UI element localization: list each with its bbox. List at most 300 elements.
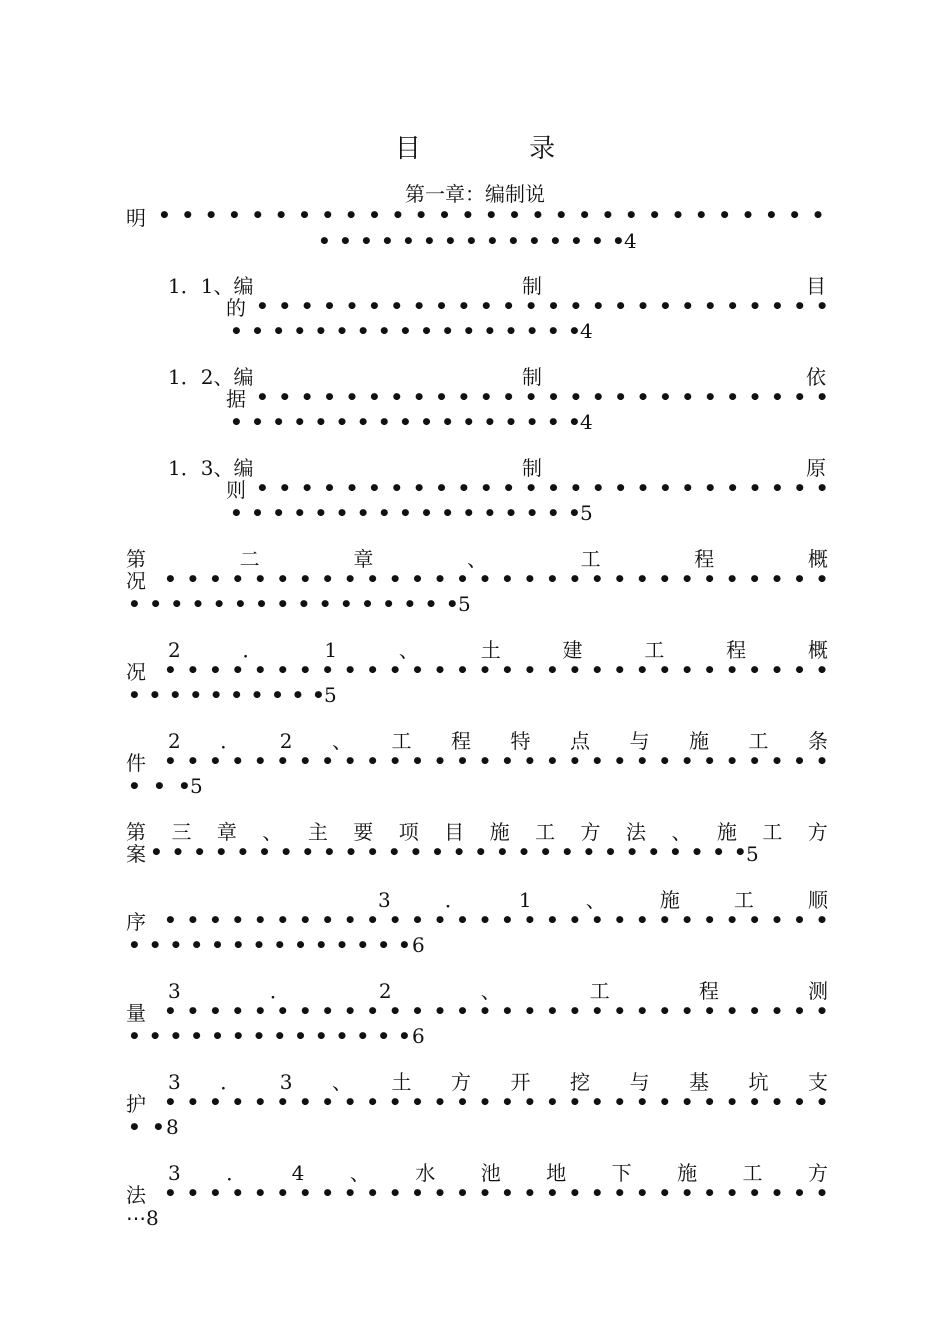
leader-dot: • — [793, 658, 806, 682]
leader-dot: • — [703, 1181, 717, 1205]
leader-dot: • — [318, 592, 332, 616]
leader-dot: • — [344, 840, 358, 864]
leader-dot: • — [636, 294, 650, 318]
leader-dot: • — [345, 385, 359, 409]
leader-dot: • — [703, 476, 717, 500]
leader-dot: • — [568, 749, 582, 773]
leader-dot: • — [461, 203, 475, 227]
leader-dot: • — [582, 840, 596, 864]
toc-entry-prefix: 1．1、编 — [168, 274, 254, 298]
leader-dot: • — [424, 592, 438, 616]
leader-dot: • — [613, 999, 627, 1023]
leader-dot: • — [414, 203, 428, 227]
toc-heading-char: 建 — [562, 638, 583, 662]
toc-heading-char: 、 — [331, 1070, 352, 1094]
leader-dot: • — [568, 658, 582, 682]
leader-dot: • — [545, 1090, 559, 1114]
leader-dot: • — [478, 658, 492, 682]
leader-dot: • — [411, 1090, 424, 1114]
leader-dot: • — [748, 476, 762, 500]
toc-heading-char: 3 — [168, 1161, 181, 1185]
leader-dot: • — [501, 908, 514, 932]
leader-dot: • — [524, 385, 538, 409]
leader-dot: • — [231, 999, 245, 1023]
leader-dot: • — [604, 840, 617, 864]
leader-dot: • — [233, 592, 247, 616]
leader-dot: • — [253, 567, 267, 591]
leader-dot: • — [770, 476, 784, 500]
leader-dot: • — [502, 476, 516, 500]
leader-dot: • — [339, 592, 353, 616]
leader-dot: • — [273, 933, 287, 957]
leader-dot: • — [321, 999, 335, 1023]
toc-heading-char: 特 — [510, 729, 531, 753]
leader-dot: • — [658, 749, 672, 773]
leader-dot: • — [321, 567, 335, 591]
leader-dot: • — [190, 933, 204, 957]
leader-dot: • — [523, 1181, 537, 1205]
leader-dot: • — [726, 476, 739, 500]
leader-dot: • — [300, 476, 314, 500]
toc-heading-char: 点 — [569, 729, 590, 753]
leader-dot: • — [298, 999, 312, 1023]
leader-dot: • — [680, 749, 694, 773]
toc-entry-lead: 序 — [126, 910, 146, 934]
toc-heading-char: 与 — [629, 1070, 650, 1094]
leader-dot: • — [456, 1090, 469, 1114]
leader-dot: • — [452, 840, 466, 864]
leader-dot: • — [590, 567, 604, 591]
leader-dot: • — [712, 840, 726, 864]
leader-dot: • — [770, 385, 784, 409]
leader-dot: • — [150, 840, 163, 864]
leader-dot: • — [748, 385, 762, 409]
leader-dot: • — [456, 749, 469, 773]
leader-dot: • — [297, 592, 311, 616]
leader-dot: • — [411, 999, 424, 1023]
toc-page-number: 5 — [324, 683, 337, 707]
leader-dot: • — [272, 410, 286, 434]
toc-heading-char: 与 — [629, 729, 650, 753]
leader-dot: • — [479, 294, 493, 318]
toc-heading-char: 工 — [580, 547, 601, 571]
leader-dot: • — [504, 501, 518, 525]
leader-dot: • — [298, 1090, 312, 1114]
leader-dot: • — [703, 999, 717, 1023]
leader-dot: • — [793, 476, 807, 500]
toc-heading-char: 坑 — [748, 1070, 769, 1094]
leader-dot: • — [703, 1090, 717, 1114]
leader-dot: • — [390, 294, 404, 318]
leader-dot: • — [253, 658, 267, 682]
toc-heading-char: 三 — [171, 820, 192, 844]
toc-heading-char: 法 — [625, 820, 646, 844]
leader-dot: • — [411, 567, 424, 591]
leader-dot: • — [445, 592, 459, 616]
leader-dot: • — [390, 476, 404, 500]
leader-dot: • — [570, 229, 583, 253]
toc-heading-char: 方 — [807, 820, 828, 844]
leader-dot: • — [377, 319, 391, 343]
leader-dot: • — [366, 1181, 380, 1205]
leader-dot: • — [276, 908, 290, 932]
leader-dot: • — [590, 658, 604, 682]
toc-page-number: 5 — [458, 592, 471, 616]
leader-dot: • — [128, 933, 141, 957]
leader-dot: • — [128, 1115, 141, 1139]
toc-dot-leader — [128, 774, 191, 798]
leader-dot: • — [690, 840, 704, 864]
leader-dot: • — [409, 840, 423, 864]
leader-dot: • — [272, 501, 286, 525]
leader-dot: • — [793, 1181, 806, 1205]
leader-dot: • — [568, 567, 582, 591]
toc-entry-lead: 则 — [226, 478, 246, 502]
leader-dot: • — [321, 203, 335, 227]
leader-dot: • — [231, 1090, 245, 1114]
toc-heading-char: 施 — [677, 1161, 698, 1185]
leader-dot: • — [568, 1090, 582, 1114]
leader-dot: • — [457, 385, 471, 409]
toc-heading-char: 二 — [239, 547, 260, 571]
leader-dot: • — [276, 749, 290, 773]
leader-dot: • — [251, 501, 264, 525]
leader-dot: • — [726, 294, 739, 318]
toc-page-number: 6 — [412, 1024, 425, 1048]
leader-dot: • — [462, 410, 476, 434]
leader-dot: • — [681, 385, 695, 409]
toc-entry-lead: 的 — [226, 296, 246, 320]
leader-dot: • — [591, 229, 604, 253]
leader-dot: • — [314, 501, 328, 525]
leader-dot: • — [474, 840, 488, 864]
leader-dot: • — [546, 319, 560, 343]
leader-dot: • — [591, 294, 605, 318]
toc-heading-char: 工 — [748, 729, 769, 753]
leader-dot: • — [356, 501, 370, 525]
toc-dot-leader — [150, 840, 747, 864]
leader-dot: • — [501, 749, 514, 773]
leader-dot: • — [484, 203, 498, 227]
leader-dot: • — [635, 999, 649, 1023]
leader-dot: • — [462, 319, 476, 343]
leader-dot: • — [504, 410, 518, 434]
leader-dot: • — [601, 203, 615, 227]
leader-dot: • — [186, 999, 200, 1023]
toc-entry-end: 原 — [806, 456, 826, 480]
leader-dot: • — [382, 592, 396, 616]
leader-dot: • — [399, 410, 412, 434]
leader-dot: • — [278, 385, 292, 409]
leader-dot: • — [344, 203, 358, 227]
toc-heading-char: 工 — [762, 820, 783, 844]
leader-dot: • — [149, 592, 162, 616]
toc-page-number: 5 — [190, 774, 203, 798]
leader-dot: • — [164, 749, 177, 773]
leader-dot: • — [815, 1090, 829, 1114]
leader-dot: • — [501, 567, 514, 591]
leader-dot: • — [613, 1090, 627, 1114]
leader-dot: • — [208, 908, 222, 932]
leader-dot: • — [748, 908, 761, 932]
toc-heading-char: 土 — [480, 638, 501, 662]
toc-entry-lead: 案 — [126, 842, 146, 866]
leader-dot: • — [170, 592, 184, 616]
leader-dot: • — [366, 567, 380, 591]
leader-dot: • — [815, 385, 829, 409]
leader-dot: • — [613, 908, 627, 932]
leader-dot: • — [164, 999, 177, 1023]
leader-dot: • — [278, 476, 292, 500]
leader-dot: • — [680, 658, 694, 682]
toc-heading-char: 支 — [807, 1070, 828, 1094]
leader-dot: • — [635, 1181, 649, 1205]
leader-dot: • — [546, 501, 560, 525]
leader-dot: • — [366, 840, 380, 864]
leader-dot: • — [703, 658, 717, 682]
leader-dot: • — [479, 385, 493, 409]
leader-dot: • — [770, 1090, 784, 1114]
leader-dot: • — [501, 999, 514, 1023]
leader-dot: • — [793, 1090, 806, 1114]
toc-dot-leader — [164, 658, 829, 682]
leader-dot: • — [793, 749, 806, 773]
leader-dot: • — [441, 410, 455, 434]
leader-dot: • — [314, 1024, 328, 1048]
leader-dot: • — [815, 476, 829, 500]
toc-heading-char: 章 — [216, 820, 237, 844]
leader-dot: • — [815, 908, 829, 932]
toc-dot-leader — [164, 999, 829, 1023]
leader-dot: • — [568, 501, 581, 525]
leader-dot: • — [659, 476, 672, 500]
leader-dot: • — [388, 1090, 402, 1114]
leader-dot: • — [441, 319, 455, 343]
leader-dot: • — [191, 592, 205, 616]
leader-dot: • — [276, 592, 290, 616]
leader-dot: • — [501, 1090, 514, 1114]
leader-dot: • — [591, 385, 605, 409]
leader-dot: • — [748, 567, 761, 591]
toc-heading-char: 、 — [398, 638, 419, 662]
leader-dot: • — [345, 476, 359, 500]
toc-dot-leader — [128, 683, 325, 707]
leader-dot: • — [501, 1181, 514, 1205]
leader-dot: • — [725, 567, 739, 591]
leader-dot: • — [614, 476, 628, 500]
leader-dot: • — [748, 658, 761, 682]
leader-dot: • — [298, 749, 312, 773]
leader-dot: • — [793, 908, 806, 932]
toc-heading-char: 池 — [480, 1161, 501, 1185]
leader-dot: • — [815, 749, 829, 773]
leader-dot: • — [525, 501, 539, 525]
leader-dot: • — [523, 908, 537, 932]
leader-dot: • — [431, 840, 444, 864]
leader-dot: • — [397, 933, 411, 957]
leader-dot: • — [680, 999, 694, 1023]
leader-dot: • — [345, 294, 359, 318]
toc-entry-lead: 件 — [126, 751, 146, 775]
leader-dot: • — [276, 999, 290, 1023]
leader-dot: • — [293, 319, 307, 343]
leader-dot: • — [793, 999, 806, 1023]
leader-dot: • — [545, 1181, 559, 1205]
leader-dot: • — [298, 567, 312, 591]
toc-entry-end: 依 — [806, 365, 826, 389]
leader-dot: • — [457, 294, 471, 318]
leader-dot: • — [547, 385, 560, 409]
toc-heading-char: 顺 — [807, 888, 828, 912]
leader-dot: • — [186, 567, 200, 591]
leader-dot: • — [725, 1090, 739, 1114]
leader-dot: • — [612, 229, 625, 253]
leader-dot: • — [343, 1181, 357, 1205]
toc-heading-char: 1 — [518, 888, 532, 912]
toc-heading-char: 项 — [398, 820, 419, 844]
toc-page-number: 4 — [580, 319, 593, 343]
leader-dot: • — [614, 385, 628, 409]
leader-dot: • — [433, 567, 447, 591]
leader-dot: • — [547, 476, 560, 500]
toc-title: 目 录 — [394, 134, 606, 164]
leader-dot: • — [190, 1024, 204, 1048]
leader-dot: • — [412, 385, 426, 409]
leader-dot: • — [613, 567, 627, 591]
leader-dot: • — [507, 229, 520, 253]
leader-dot: • — [811, 203, 825, 227]
leader-dot: • — [590, 749, 604, 773]
leader-dot: • — [502, 294, 516, 318]
toc-heading-char: 地 — [546, 1161, 567, 1185]
leader-dot: • — [279, 840, 293, 864]
toc-heading-char: 工 — [535, 820, 556, 844]
leader-dot: • — [613, 658, 627, 682]
leader-dot: • — [186, 908, 200, 932]
leader-dot: • — [815, 567, 829, 591]
leader-dot: • — [300, 385, 314, 409]
leader-dot: • — [186, 1090, 200, 1114]
toc-entry-lead: 况 — [126, 660, 146, 684]
leader-dot: • — [258, 840, 271, 864]
leader-dot: • — [658, 908, 672, 932]
toc-entry-chapter1-heading: 第一章：编制说 — [405, 182, 545, 206]
toc-entry-lead: 况 — [126, 569, 146, 593]
leader-dot: • — [545, 658, 559, 682]
leader-dot: • — [501, 658, 514, 682]
leader-dot: • — [276, 567, 290, 591]
toc-heading-char: 程 — [694, 547, 715, 571]
leader-dot: • — [435, 294, 448, 318]
toc-heading-char: 主 — [307, 820, 328, 844]
leader-dot: • — [253, 1090, 267, 1114]
leader-dot: • — [278, 294, 292, 318]
leader-dot: • — [793, 567, 806, 591]
leader-dot: • — [636, 385, 650, 409]
leader-dot: • — [569, 476, 583, 500]
leader-dot: • — [590, 908, 604, 932]
leader-dot: • — [815, 658, 829, 682]
leader-dot: • — [367, 476, 381, 500]
leader-dot: • — [554, 203, 568, 227]
leader-dot: • — [211, 1024, 224, 1048]
leader-dot: • — [770, 658, 784, 682]
toc-heading-char: 方 — [450, 1070, 471, 1094]
leader-dot: • — [231, 1024, 245, 1048]
toc-dot-leader — [164, 567, 829, 591]
toc-page-number: 8 — [166, 1115, 179, 1139]
leader-dot: • — [528, 229, 541, 253]
leader-dot: • — [465, 229, 478, 253]
toc-heading-char: 基 — [688, 1070, 709, 1094]
leader-dot: • — [381, 229, 394, 253]
leader-dot: • — [323, 294, 336, 318]
leader-dot: • — [420, 501, 433, 525]
leader-dot: • — [433, 1090, 447, 1114]
leader-dot: • — [531, 203, 545, 227]
leader-dot: • — [253, 1181, 267, 1205]
leader-dot: • — [433, 749, 447, 773]
leader-dot: • — [276, 658, 290, 682]
leader-dot: • — [523, 999, 537, 1023]
leader-dot: • — [402, 229, 415, 253]
leader-dot: • — [343, 749, 357, 773]
leader-dot: • — [323, 476, 336, 500]
leader-dot: • — [298, 658, 312, 682]
leader-dot: • — [397, 1024, 411, 1048]
leader-dot: • — [647, 840, 661, 864]
toc-heading-char: ． — [444, 888, 465, 912]
leader-dot: • — [748, 294, 762, 318]
leader-dot: • — [549, 229, 562, 253]
leader-dot: • — [479, 476, 493, 500]
leader-dot: • — [294, 933, 307, 957]
leader-dot: • — [815, 294, 829, 318]
toc-heading-char: 挖 — [569, 1070, 590, 1094]
toc-entry-mid: 制 — [522, 274, 542, 298]
leader-dot: • — [321, 749, 335, 773]
leader-dot: • — [311, 683, 325, 707]
toc-entry-chapter1-lead: 明 — [126, 206, 146, 230]
toc-entry-prefix: 1．2、编 — [168, 365, 254, 389]
leader-dot: • — [335, 501, 349, 525]
leader-dot: • — [456, 1181, 469, 1205]
toc-dot-leader — [256, 294, 829, 318]
leader-dot: • — [669, 840, 682, 864]
leader-dot: • — [438, 203, 451, 227]
toc-heading-char: 工 — [644, 638, 665, 662]
toc-heading-char: ． — [220, 1070, 241, 1094]
toc-heading-char: 2 — [378, 979, 392, 1003]
leader-dot: • — [301, 840, 315, 864]
leader-dot: • — [343, 658, 357, 682]
leader-dot: • — [624, 203, 638, 227]
toc-entry-prefix: 1．3、编 — [168, 456, 254, 480]
leader-dot: • — [635, 749, 649, 773]
leader-dot: • — [318, 229, 331, 253]
leader-dot: • — [680, 908, 694, 932]
leader-dot: • — [671, 203, 685, 227]
leader-dot: • — [420, 410, 433, 434]
leader-dot: • — [253, 999, 267, 1023]
toc-heading-char: 下 — [611, 1161, 632, 1185]
leader-dot: • — [208, 567, 222, 591]
leader-dot: • — [256, 294, 269, 318]
leader-dot: • — [204, 203, 218, 227]
leader-dot: • — [366, 1090, 380, 1114]
leader-dot: • — [635, 1090, 649, 1114]
leader-dot: • — [252, 1024, 266, 1048]
